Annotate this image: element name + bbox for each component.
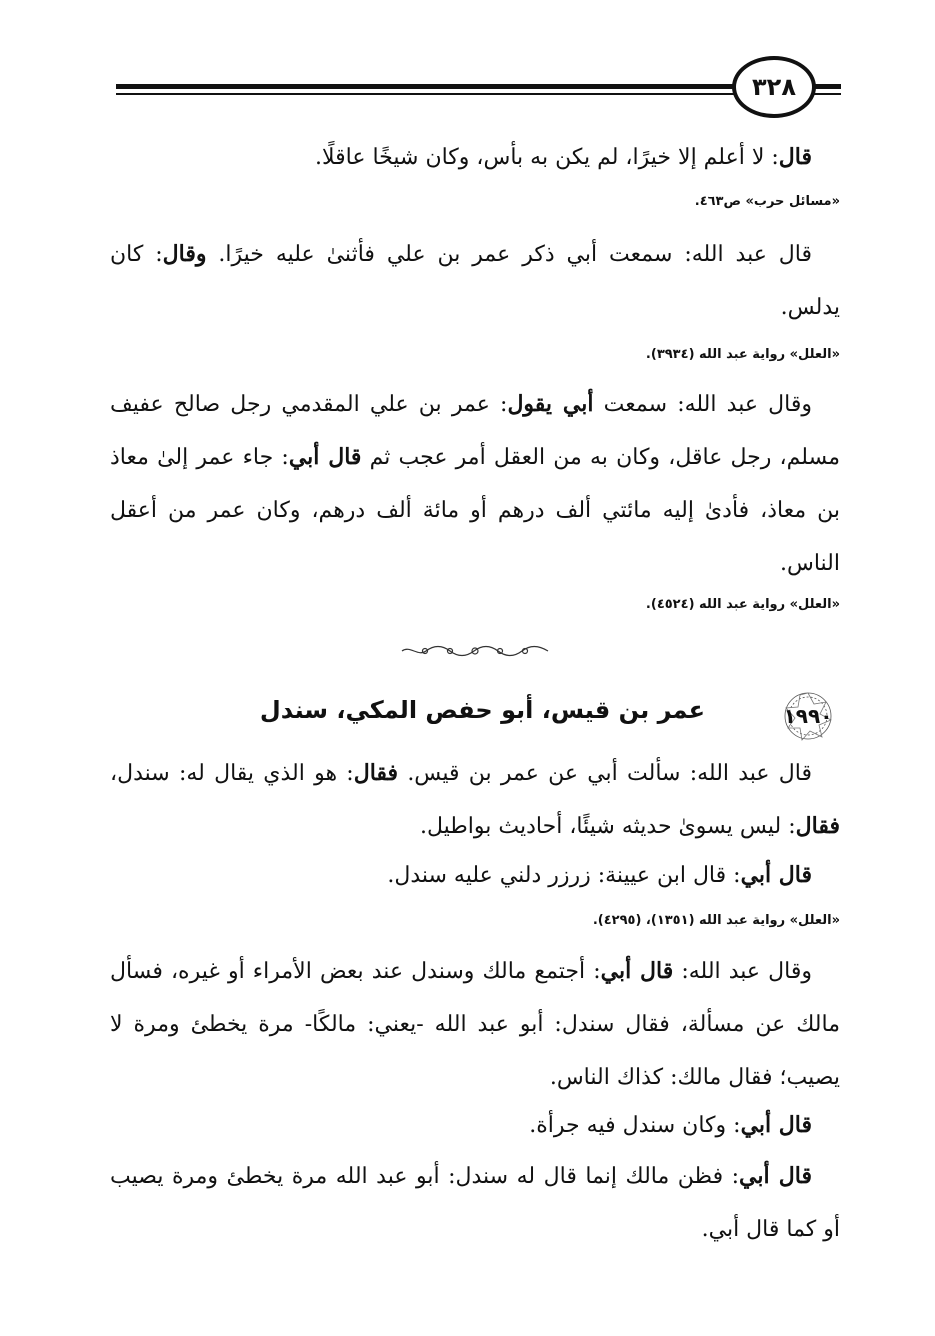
speaker-label: قال bbox=[778, 144, 812, 170]
entry-number-badge bbox=[776, 690, 840, 742]
speaker-label: قال أبي bbox=[288, 444, 362, 470]
source-citation-4: «العلل» رواية عبد الله (١٣٥١)، (٤٢٩٥). bbox=[592, 913, 840, 928]
speaker-label: أبي يقول bbox=[507, 391, 594, 417]
speaker-label: قال أبي bbox=[739, 1163, 812, 1189]
entry-heading bbox=[100, 690, 840, 742]
source-citation-1: «مسائل حرب» ص٤٦٣. bbox=[694, 194, 840, 209]
page-number-badge bbox=[732, 56, 816, 118]
source-citation-3: «العلل» رواية عبد الله (٤٥٢٤). bbox=[645, 597, 840, 612]
paragraph-text: وقال عبد الله: سمعت bbox=[593, 392, 812, 417]
paragraph-text: : عمر بن علي المقدمي رجل صالح عفيف مسلم، رجل عاقل، وكان به من العقل أمر عجب ثم bbox=[110, 392, 840, 470]
paragraph-text: قال عبد الله: سمعت أبي ذكر عمر بن علي فأثنىٰ عليه خيرًا. bbox=[206, 242, 812, 267]
paragraph-text: : هو الذي يقال له: سندل، bbox=[110, 761, 354, 786]
page-number: ٣٢٨ bbox=[752, 73, 796, 101]
paragraph-text: : كان يدلس. bbox=[110, 242, 840, 320]
paragraph-text: : لا أعلم إلا خيرًا، لم يكن به بأس، وكان شيخًا عاقلًا. bbox=[315, 145, 779, 170]
paragraph-2 bbox=[110, 228, 840, 334]
paragraph-text: : وكان سندل فيه جرأة. bbox=[529, 1113, 741, 1138]
paragraph-text: : أجتمع مالك وسندل عند بعض الأمراء أو غيره، فسأل مالك عن مسألة، فقال سندل: أبو عبد الله -يعني: مالكًا- مرة يخطئ ومرة لا يصيب؛ فقال مالك: كذاك الناس. bbox=[110, 959, 840, 1090]
paragraph-text: قال عبد الله: سألت أبي عن عمر بن قيس. bbox=[398, 761, 813, 786]
speaker-label: فقال bbox=[795, 813, 840, 839]
paragraph-text: وقال عبد الله: bbox=[673, 959, 812, 984]
paragraph-text: : جاء عمر إلىٰ معاذ بن معاذ، فأدىٰ إليه مائتي ألف درهم أو مائة ألف درهم، وكان عمر من أعقل الناس. bbox=[110, 445, 840, 576]
speaker-label: قال أبي bbox=[600, 958, 674, 984]
speaker-label: قال أبي bbox=[740, 862, 812, 888]
entry-number: ١٩٩٠ bbox=[783, 704, 833, 728]
paragraph-3 bbox=[110, 378, 840, 590]
paragraph-text: : قال ابن عيينة: زرزر دلني عليه سندل. bbox=[387, 863, 741, 888]
entry-paragraph-5 bbox=[110, 1150, 840, 1256]
speaker-label: قال أبي bbox=[740, 1112, 812, 1138]
paragraph-text: : ليس يسوىٰ حديثه شيئًا، أحاديث بواطيل. bbox=[420, 814, 796, 839]
entry-paragraph-3 bbox=[110, 945, 840, 1104]
paragraph-text: : فظن مالك إنما قال له سندل: أبو عبد الله مرة يخطئ ومرة يصيب أو كما قال أبي. bbox=[110, 1164, 840, 1242]
speaker-label: فقال bbox=[353, 760, 399, 786]
entry-paragraph-2 bbox=[110, 849, 840, 902]
entry-paragraph-1 bbox=[110, 747, 840, 853]
source-citation-2: «العلل» رواية عبد الله (٣٩٣٤). bbox=[645, 347, 840, 362]
speaker-label: وقال bbox=[162, 241, 207, 267]
paragraph-1 bbox=[110, 131, 840, 184]
ornamental-divider bbox=[400, 644, 550, 658]
entry-title: عمر بن قيس، أبو حفص المكي، سندل bbox=[259, 696, 705, 724]
entry-paragraph-4 bbox=[110, 1099, 840, 1152]
